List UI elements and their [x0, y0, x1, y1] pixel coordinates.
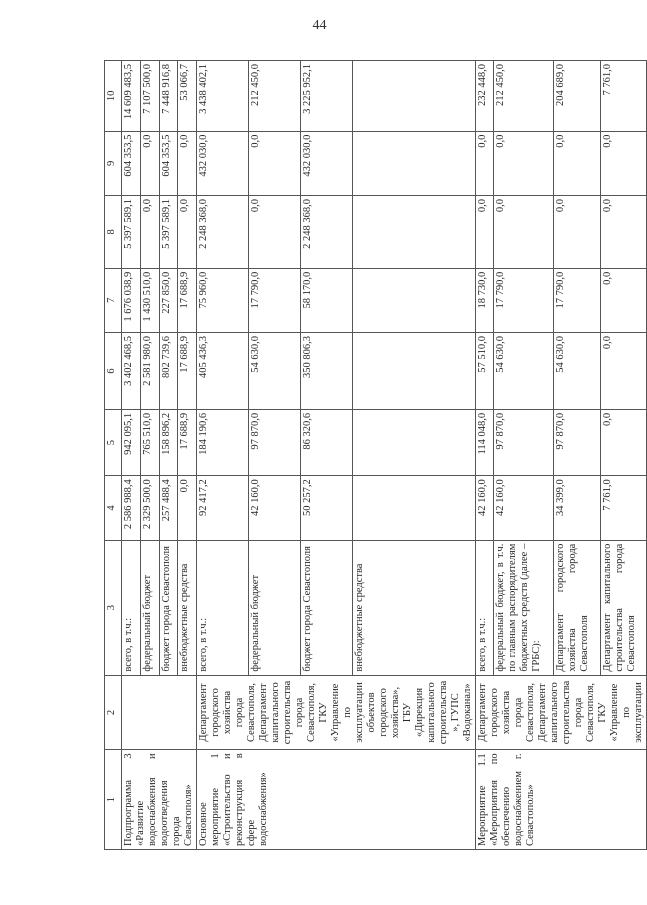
- value-cell: 3 438 402,1: [197, 61, 249, 132]
- value-cell: 2 248 368,0: [197, 196, 249, 269]
- value-cell: 2 248 368,0: [301, 196, 353, 269]
- value-cell: 232 448,0: [476, 61, 494, 132]
- value-cell: [353, 268, 476, 332]
- value-cell: 57 510,0: [476, 333, 494, 410]
- value-cell: 765 510,0: [140, 409, 159, 475]
- value-cell: 1 676 038,9: [122, 268, 141, 332]
- value-cell: 7 761,0: [600, 476, 646, 540]
- value-cell: 5 397 589,1: [122, 196, 141, 269]
- value-cell: 802 739,6: [159, 333, 178, 410]
- page-number: 44: [312, 18, 327, 33]
- header-cell: 8: [105, 196, 122, 269]
- value-cell: 0,0: [140, 196, 159, 269]
- header-cell: 10: [105, 61, 122, 132]
- value-cell: 158 896,2: [159, 409, 178, 475]
- source-cell: бюджет города Севастополя: [159, 540, 178, 675]
- source-cell: внебюджетные средства: [353, 540, 476, 675]
- value-cell: [353, 196, 476, 269]
- value-cell: 0,0: [600, 131, 646, 195]
- value-cell: 17 688,9: [178, 333, 197, 410]
- value-cell: 53 066,7: [178, 61, 197, 132]
- value-cell: 17 688,9: [178, 409, 197, 475]
- rotated-table-frame: [104, 60, 644, 850]
- value-cell: 0,0: [249, 196, 301, 269]
- header-cell: 1: [105, 750, 122, 850]
- value-cell: [353, 61, 476, 132]
- value-cell: 54 630,0: [249, 333, 301, 410]
- value-cell: 0,0: [178, 476, 197, 540]
- source-cell: бюджет города Севастополя: [301, 540, 353, 675]
- value-cell: 212 450,0: [249, 61, 301, 132]
- value-cell: 92 417,2: [197, 476, 249, 540]
- value-cell: 604 353,5: [159, 131, 178, 195]
- value-cell: 1 430 510,0: [140, 268, 159, 332]
- program-name-cell: Основное мероприятие 1 «Строительство и реконструкция в сфере водоснабжения»: [197, 750, 476, 850]
- table-row: [476, 61, 494, 850]
- value-cell: 75 960,0: [197, 268, 249, 332]
- value-cell: 50 257,2: [301, 476, 353, 540]
- program-name-cell: Мероприятие 1.1 «Мероприятия по обеспечению водоснабжением г. Севастополь»: [476, 750, 647, 850]
- value-cell: [353, 409, 476, 475]
- value-cell: 0,0: [140, 131, 159, 195]
- value-cell: 17 790,0: [249, 268, 301, 332]
- value-cell: 97 870,0: [249, 409, 301, 475]
- executor-cell: Департамент городского хозяйства города Севастополя, Департамент капитального строительства города Севастополя, ГКУ «Управление по эксплуатации объектов городского хозяйства», ГБУ «Дирекция капитального строительства», ГУПС «Водоканал»: [197, 675, 476, 750]
- table-row: [197, 61, 249, 850]
- value-cell: [353, 476, 476, 540]
- executor-cell: [122, 675, 197, 750]
- value-cell: 17 688,9: [178, 268, 197, 332]
- value-cell: 0,0: [600, 268, 646, 332]
- value-cell: [353, 131, 476, 195]
- financing-table: [104, 60, 647, 850]
- header-cell: 6: [105, 333, 122, 410]
- header-row: [105, 61, 122, 850]
- value-cell: 2 581 980,0: [140, 333, 159, 410]
- value-cell: 42 160,0: [476, 476, 494, 540]
- value-cell: 17 790,0: [554, 268, 600, 332]
- value-cell: 212 450,0: [493, 61, 554, 132]
- value-cell: 0,0: [178, 131, 197, 195]
- value-cell: 0,0: [178, 196, 197, 269]
- value-cell: 54 630,0: [554, 333, 600, 410]
- value-cell: 86 320,6: [301, 409, 353, 475]
- source-cell: всего, в т.ч.:: [197, 540, 249, 675]
- value-cell: 34 399,0: [554, 476, 600, 540]
- program-name-cell: Подпрограмма 3 «Развитие водоснабжения и водоотведения города Севастополя»: [122, 750, 197, 850]
- value-cell: 432 030,0: [197, 131, 249, 195]
- source-cell: федеральный бюджет: [140, 540, 159, 675]
- value-cell: 0,0: [493, 196, 554, 269]
- value-cell: 604 353,5: [122, 131, 141, 195]
- header-cell: 2: [105, 675, 122, 750]
- value-cell: 204 689,0: [554, 61, 600, 132]
- value-cell: 0,0: [554, 196, 600, 269]
- value-cell: 2 586 988,4: [122, 476, 141, 540]
- value-cell: 2 329 500,0: [140, 476, 159, 540]
- value-cell: 5 397 589,1: [159, 196, 178, 269]
- value-cell: 0,0: [476, 131, 494, 195]
- value-cell: 0,0: [249, 131, 301, 195]
- value-cell: 14 609 483,5: [122, 61, 141, 132]
- value-cell: 350 806,3: [301, 333, 353, 410]
- value-cell: 0,0: [554, 131, 600, 195]
- value-cell: 257 488,4: [159, 476, 178, 540]
- header-cell: 4: [105, 476, 122, 540]
- source-cell: внебюджетные средства: [178, 540, 197, 675]
- source-cell: Департамент капитального строительства города Севастополя: [600, 540, 646, 675]
- header-cell: 9: [105, 131, 122, 195]
- table-row: [122, 61, 141, 850]
- source-cell: федеральный бюджет, в т.ч. по главным распорядителям бюджетных средств (далее – ГРБС):: [493, 540, 554, 675]
- value-cell: 7 107 500,0: [140, 61, 159, 132]
- value-cell: 97 870,0: [554, 409, 600, 475]
- value-cell: 184 190,6: [197, 409, 249, 475]
- value-cell: 18 730,0: [476, 268, 494, 332]
- value-cell: 0,0: [600, 333, 646, 410]
- value-cell: 97 870,0: [493, 409, 554, 475]
- value-cell: 3 402 468,5: [122, 333, 141, 410]
- value-cell: 0,0: [493, 131, 554, 195]
- header-cell: 5: [105, 409, 122, 475]
- value-cell: 3 225 952,1: [301, 61, 353, 132]
- value-cell: 227 850,0: [159, 268, 178, 332]
- value-cell: 114 048,0: [476, 409, 494, 475]
- header-cell: 7: [105, 268, 122, 332]
- source-cell: всего, в т.ч.:: [122, 540, 141, 675]
- source-cell: федеральный бюджет: [249, 540, 301, 675]
- value-cell: 0,0: [600, 409, 646, 475]
- header-cell: 3: [105, 540, 122, 675]
- value-cell: 7 448 916,8: [159, 61, 178, 132]
- value-cell: 42 160,0: [249, 476, 301, 540]
- value-cell: 942 095,1: [122, 409, 141, 475]
- value-cell: 58 170,0: [301, 268, 353, 332]
- value-cell: 432 030,0: [301, 131, 353, 195]
- source-cell: всего, в т.ч.:: [476, 540, 494, 675]
- value-cell: 42 160,0: [493, 476, 554, 540]
- value-cell: 0,0: [476, 196, 494, 269]
- value-cell: 405 436,3: [197, 333, 249, 410]
- value-cell: 17 790,0: [493, 268, 554, 332]
- value-cell: 0,0: [600, 196, 646, 269]
- executor-cell: Департамент городского хозяйства города Севастополя, Департамент капитального строительства города Севастополя, ГКУ «Управление по эксплуатации: [476, 675, 647, 750]
- value-cell: 54 630,0: [493, 333, 554, 410]
- source-cell: Департамент городского хозяйства города Севастополя: [554, 540, 600, 675]
- value-cell: 7 761,0: [600, 61, 646, 132]
- value-cell: [353, 333, 476, 410]
